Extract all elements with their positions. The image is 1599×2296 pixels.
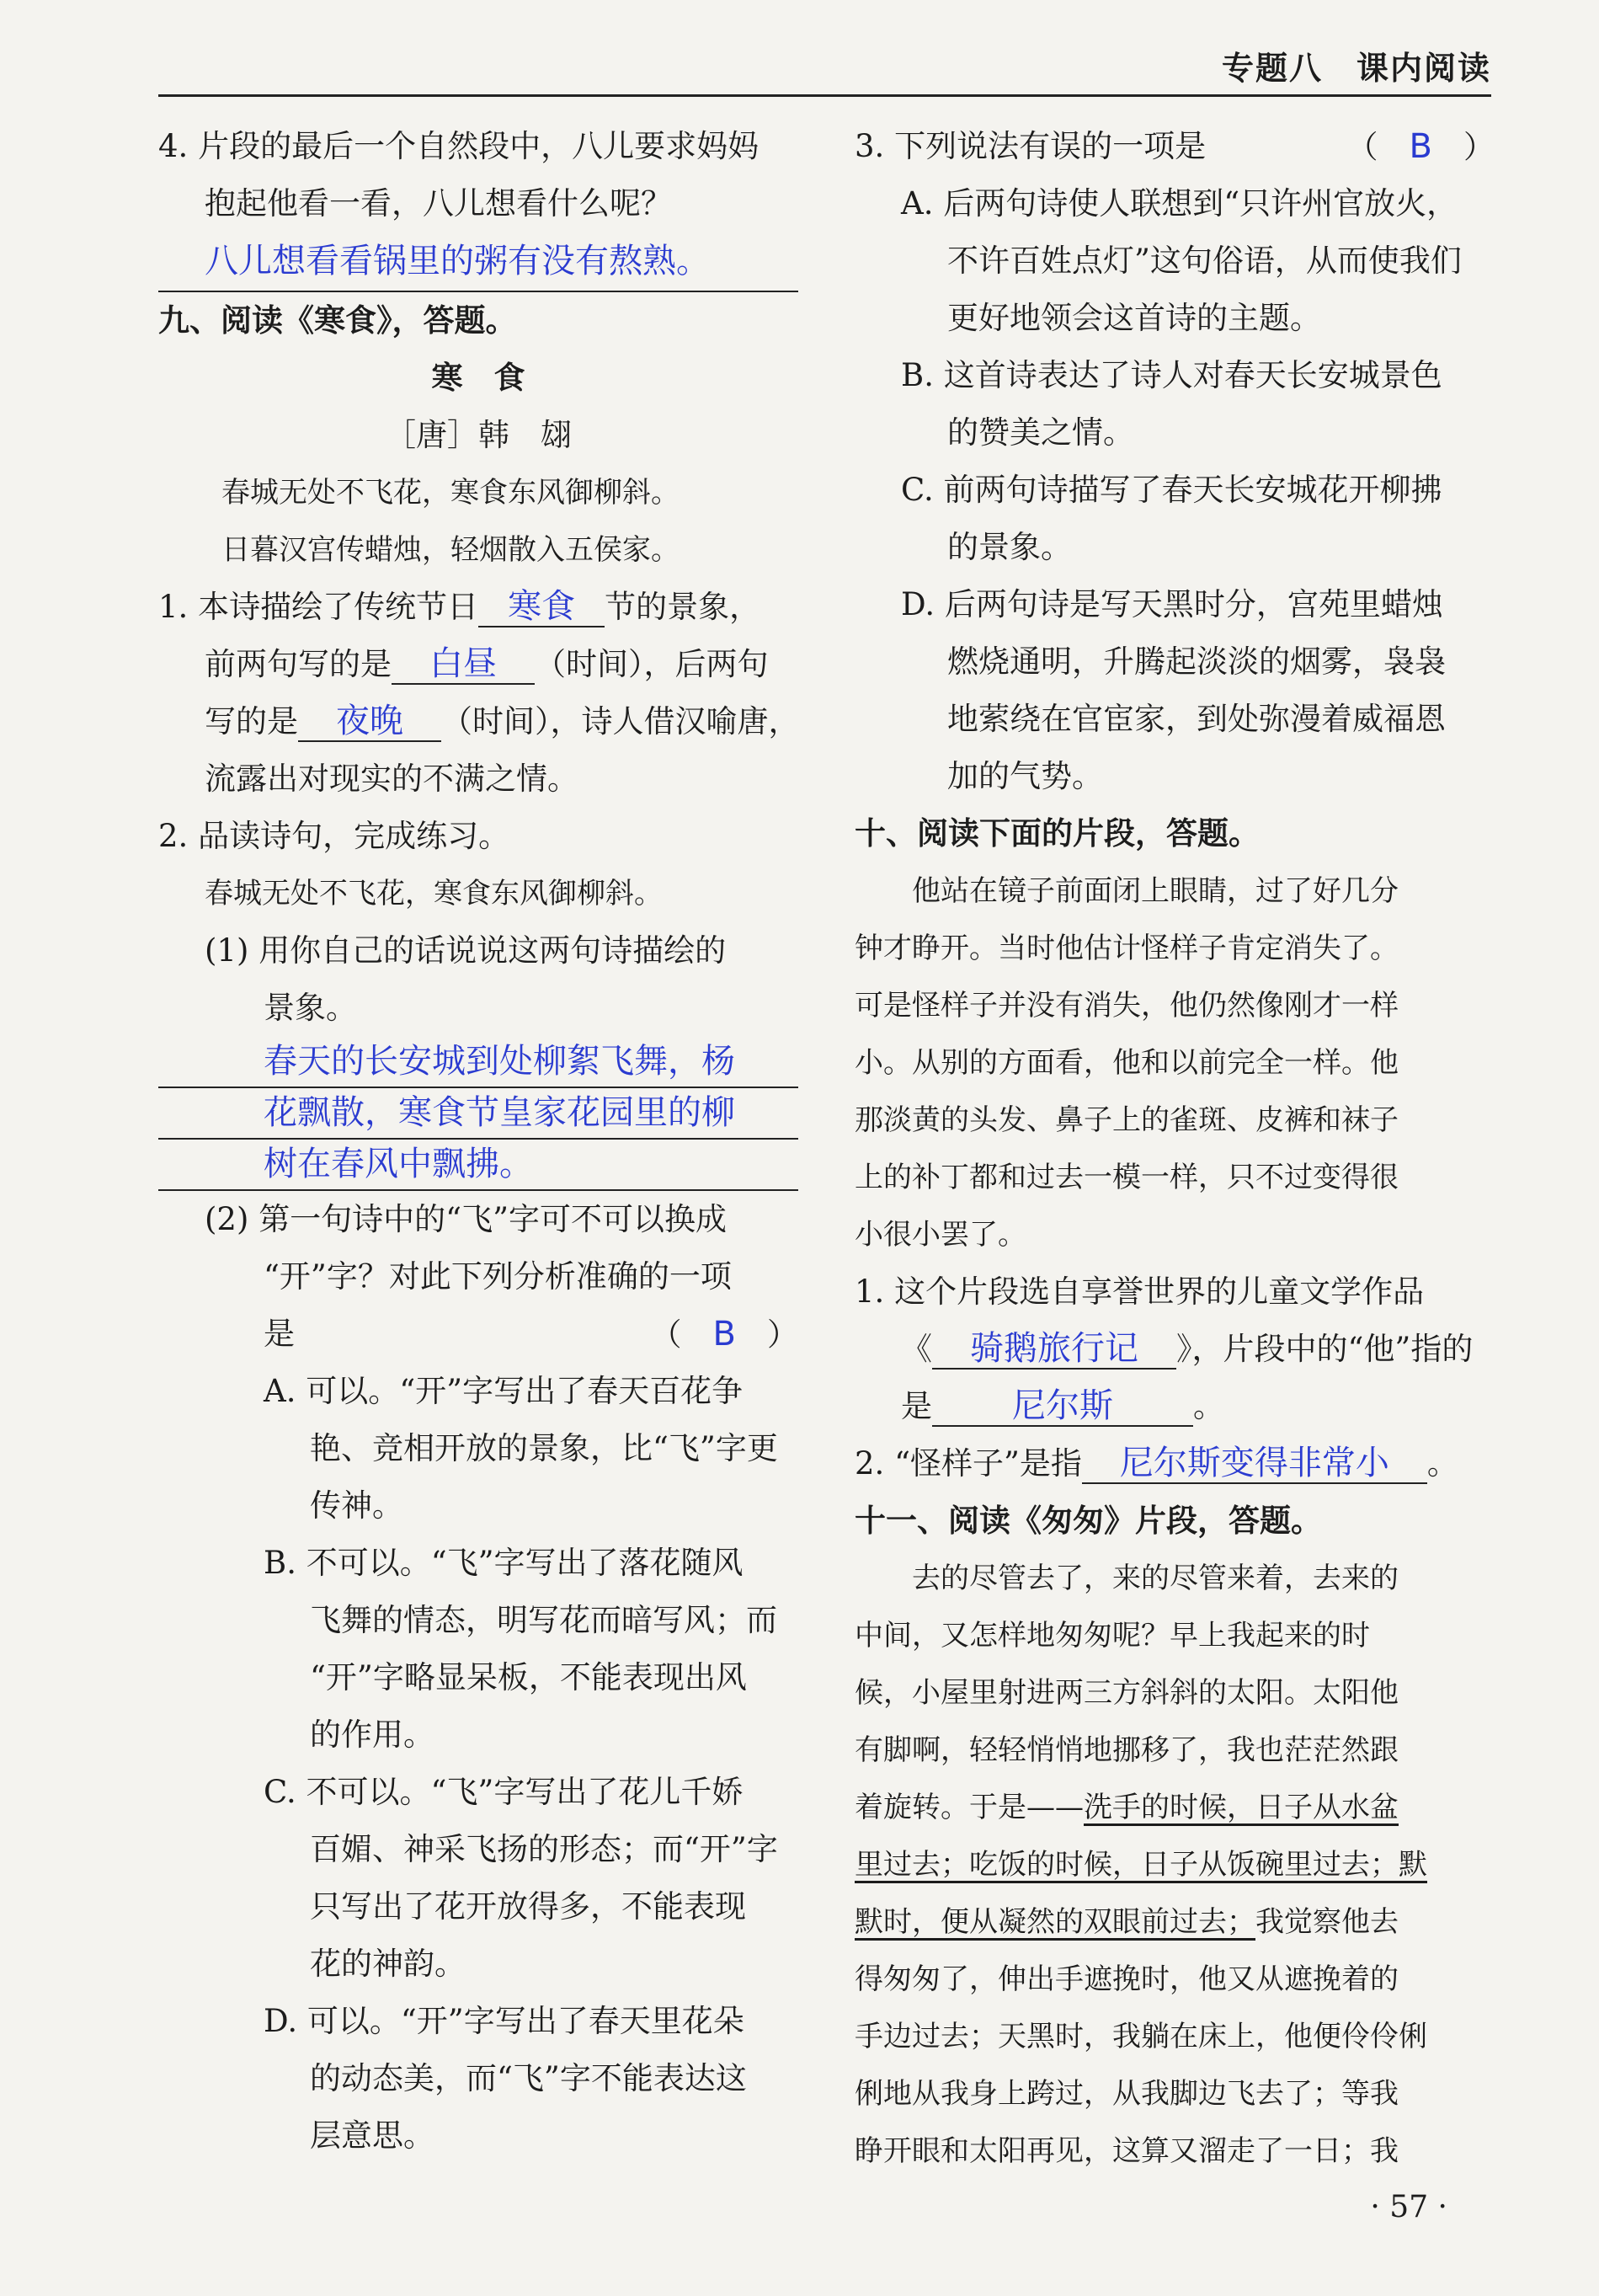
s10-q1-answer1: 骑鹅旅行记	[970, 1329, 1138, 1368]
header-rule	[158, 94, 1491, 97]
s10-q1-answer2: 尼尔斯	[1012, 1386, 1113, 1425]
option-text: 不可以。“飞”字写出了落花随风	[306, 1545, 744, 1581]
s9-q1-answer2: 白昼	[429, 644, 497, 683]
option-text: 百媚、神采飞扬的形态；而“开”字	[310, 1831, 778, 1867]
option-letter: D.	[901, 586, 945, 622]
sub1-answer-line3[interactable]	[158, 1140, 798, 1191]
s10-passage-line-6: 上的补丁都和过去一模一样，只不过变得很	[855, 1161, 1399, 1194]
q3-option-d-line2	[855, 633, 1495, 691]
q3-options	[855, 175, 1495, 805]
s10-q1-blank1[interactable]	[932, 1330, 1176, 1370]
sub2-option-a-line3	[158, 1477, 798, 1535]
s9-q1-text-e: 写的是	[205, 703, 298, 740]
s10-passage-line-4: 小。从别的方面看，他和以前完全一样。他	[855, 1046, 1399, 1080]
option-text: 这首诗表达了诗人对春天长安城景色	[943, 357, 1442, 393]
sub1-answer-line2[interactable]	[158, 1088, 798, 1140]
s9-q3-answer: B	[1409, 127, 1432, 166]
s10-passage	[855, 862, 1495, 1263]
s11-line8: 得匆匆了，伸出手遮挽时，他又从遮挽着的	[855, 1962, 1399, 1996]
s10-q2-blank[interactable]	[1082, 1444, 1427, 1484]
s10-q2-answer: 尼尔斯变得非常小	[1119, 1444, 1389, 1482]
s10-q1-line2	[855, 1321, 1495, 1378]
option-text: 后两句诗是写天黑时分，宫苑里蜡烛	[944, 586, 1443, 622]
option-letter: C.	[901, 472, 944, 508]
page-header: 专题八 课内阅读	[1221, 50, 1491, 87]
s9-q1-text-b: 节的景象，	[605, 589, 761, 625]
q3-option-a-line1	[855, 175, 1495, 232]
section9-heading: 九、阅读《寒食》，答题。	[158, 302, 517, 339]
option-text: 的作用。	[310, 1717, 434, 1753]
poem-title: 寒 食	[431, 360, 525, 396]
q3-option-b-line2	[855, 404, 1495, 462]
s10-q1-line1	[855, 1263, 1495, 1321]
s11-line7-b: 我觉察他去	[1255, 1905, 1399, 1939]
s9-q1-blank1[interactable]	[478, 588, 605, 627]
s9-q1-answer3: 夜晚	[336, 702, 403, 740]
s9-q1-line3	[158, 693, 798, 750]
q3-option-a-line3	[855, 290, 1495, 347]
option-text: 传神。	[310, 1487, 403, 1524]
s9-q2-line1	[158, 808, 798, 865]
q3-option-c-line2	[855, 519, 1495, 576]
option-text: 的赞美之情。	[947, 414, 1134, 451]
q3-option-d-line1	[855, 576, 1495, 633]
option-letter: A.	[264, 1373, 306, 1409]
s9-q1-text-a: 本诗描绘了传统节日	[198, 589, 479, 625]
sub1-answer-1: 春天的长安城到处柳絮飞舞，杨	[264, 1042, 735, 1081]
s9-q1-number: 1.	[158, 589, 189, 625]
sub1-text: 用你自己的话说说这两句诗描绘的	[259, 932, 727, 969]
s10-q2-number: 2.	[855, 1445, 885, 1482]
option-letter: C.	[264, 1774, 306, 1810]
sub2-option-a-line1	[158, 1363, 798, 1420]
s9-q2-number: 2.	[158, 818, 189, 854]
s9-q1-text-f: （时间），诗人借汉喻唐，	[441, 703, 800, 740]
s10-q1-close: 》，片段中的“他”指的	[1176, 1331, 1474, 1367]
s11-line11: 睁开眼和太阳再见，这算又溜走了一日；我	[855, 2134, 1399, 2168]
option-text: 前两句诗描写了春天长安城花开柳拂	[943, 472, 1442, 508]
sub2-option-c-line4	[158, 1936, 798, 1993]
s10-q1-open: 《	[901, 1331, 932, 1367]
s11-line5	[855, 1779, 1495, 1836]
s11-line5-a: 着旋转。于是——	[855, 1791, 1084, 1824]
q4-answer: 八儿想看看锅里的粥有没有熬熟。	[205, 242, 710, 280]
left-column	[158, 118, 798, 2165]
q3-option-d-line3	[855, 691, 1495, 748]
s9-q1-blank2[interactable]	[392, 645, 535, 685]
sub2-answer: B	[712, 1315, 736, 1354]
q4-number: 4.	[158, 128, 189, 164]
sub2-option-b-line4	[158, 1706, 798, 1764]
poem-line-1: 春城无处不飞花，寒食东风御柳斜。	[221, 476, 680, 510]
sub2-text-end: 是	[264, 1316, 295, 1352]
s9-q1-blank3[interactable]	[298, 702, 441, 742]
q4-line1	[158, 118, 798, 175]
option-letter: A.	[901, 185, 944, 222]
s11-line7	[855, 1893, 1495, 1951]
poem-line-2: 日暮汉宫传蜡烛，轻烟散入五侯家。	[221, 533, 680, 567]
option-text: “开”字略显呆板，不能表现出风	[310, 1659, 747, 1695]
s10-q2-line	[855, 1435, 1495, 1492]
option-text: 燃烧通明，升腾起淡淡的烟雾，袅袅	[947, 643, 1446, 680]
s11-line1: 去的尽管去了，来的尽管来着，去来的	[855, 1562, 1399, 1595]
s9-q3-stem: 下列说法有误的一项是	[894, 128, 1207, 164]
option-text: 更好地领会这首诗的主题。	[947, 300, 1321, 336]
s10-q1-line3	[855, 1378, 1495, 1435]
q3-option-a-line2	[855, 232, 1495, 290]
sub1-answer-line1[interactable]	[158, 1037, 798, 1088]
sub2-option-c-line3	[158, 1878, 798, 1936]
option-text: 可以。“开”字写出了春天里花朵	[306, 2003, 744, 2039]
option-text: 艳、竞相开放的景象，比“飞”字更	[310, 1430, 778, 1466]
s10-passage-line-5: 那淡黄的头发、鼻子上的雀斑、皮裤和袜子	[855, 1103, 1399, 1137]
s9-q1-line1	[158, 579, 798, 636]
sub1-number: (1)	[205, 932, 249, 969]
s11-line6-underlined: 里过去；吃饭的时候，日子从饭碗里过去；默	[855, 1848, 1427, 1882]
option-text: 花的神韵。	[310, 1946, 466, 1982]
sub2-option-c-line1	[158, 1764, 798, 1821]
option-letter: B.	[901, 357, 944, 393]
sub2-option-a-line2	[158, 1420, 798, 1477]
s11-line9: 手边过去；天黑时，我躺在床上，他便伶伶俐	[855, 2020, 1427, 2053]
s10-q1-blank2[interactable]	[932, 1387, 1193, 1427]
option-text: 的动态美，而“飞”字不能表达这	[310, 2060, 747, 2096]
sub2-option-c-line2	[158, 1821, 798, 1878]
q4-answer-line[interactable]	[158, 232, 798, 292]
s11-line3: 候，小屋里射进两三方斜斜的太阳。太阳他	[855, 1676, 1399, 1710]
sub2-option-b-line2	[158, 1592, 798, 1649]
option-text: 的景象。	[947, 529, 1072, 565]
s10-q1-text: 这个片段选自享誉世界的儿童文学作品	[894, 1273, 1425, 1310]
s11-line7-underlined: 默时，便从凝然的双眼前过去；	[855, 1905, 1255, 1939]
s10-q1-end: 。	[1193, 1388, 1224, 1424]
option-text: 不可以。“飞”字写出了花儿千娇	[306, 1774, 744, 1810]
s9-q1-answer1: 寒食	[508, 587, 576, 626]
sub1-answer-3: 树在春风中飘拂。	[264, 1145, 533, 1183]
s9-q2-intro: 品读诗句，完成练习。	[198, 818, 510, 854]
s11-line5-underlined: 洗手的时候，日子从水盆	[1084, 1791, 1399, 1824]
s9-q1-line2	[158, 636, 798, 693]
s11-line2: 中间，又怎样地匆匆呢？早上我起来的时	[855, 1619, 1370, 1653]
right-column	[855, 118, 1495, 2180]
s9-q3-answer-paren[interactable]: （ B ）	[1346, 127, 1495, 166]
option-text: 加的气势。	[947, 758, 1103, 794]
q4-text: 片段的最后一个自然段中，八儿要求妈妈	[198, 128, 760, 164]
option-text: 飞舞的情态，明写花而暗写风；而	[310, 1602, 777, 1638]
option-text: 只写出了花开放得多，不能表现	[310, 1888, 746, 1925]
option-letter: B.	[264, 1545, 306, 1581]
option-letter: D.	[264, 2003, 307, 2039]
sub2-option-d-line1	[158, 1993, 798, 2050]
s9-q2-sub2-line1	[158, 1191, 798, 1248]
s9-q3-number: 3.	[855, 128, 885, 164]
s9-q1-text-c: 前两句写的是	[205, 646, 392, 682]
option-text: 后两句诗使人联想到“只许州官放火，	[943, 185, 1458, 222]
option-text: 不许百姓点灯”这句俗语，从而使我们	[947, 243, 1462, 279]
s9-q2-sub2-line2: “开”字？对此下列分析准确的一项	[264, 1258, 732, 1295]
sub2-options	[158, 1363, 798, 2165]
s10-passage-line-3: 可是怪样子并没有消失，他仍然像刚才一样	[855, 989, 1399, 1023]
option-text: 地萦绕在官宦家，到处弥漫着威福恩	[947, 701, 1446, 737]
s9-q1-text-d: （时间），后两句	[535, 646, 769, 682]
s10-q2-end: 。	[1426, 1445, 1458, 1482]
sub2-option-b-line1	[158, 1535, 798, 1592]
sub2-answer-paren[interactable]: （ B ）	[650, 1315, 798, 1354]
sub2-option-b-line3	[158, 1649, 798, 1706]
q3-option-d-line4	[855, 748, 1495, 805]
s10-q1-number: 1.	[855, 1273, 885, 1310]
sub2-text: 第一句诗中的“飞”字可不可以换成	[259, 1201, 728, 1237]
page-number: · 57 ·	[1370, 2190, 1447, 2224]
option-text: 可以。“开”字写出了春天百花争	[306, 1373, 744, 1409]
section11-heading: 十一、阅读《匆匆》片段，答题。	[855, 1503, 1322, 1539]
sub2-option-d-line2	[158, 2050, 798, 2107]
s10-passage-line-7: 小很小罢了。	[855, 1218, 1026, 1252]
option-text: 层意思。	[310, 2117, 434, 2154]
s9-q1-line4: 流露出对现实的不满之情。	[205, 761, 578, 797]
poem-author: ［唐］韩 翃	[385, 417, 572, 453]
s11-line6	[855, 1836, 1495, 1893]
s10-passage-line-1: 他站在镜子前面闭上眼睛，过了好几分	[855, 874, 1399, 908]
q3-option-b-line1	[855, 347, 1495, 404]
sub2-number: (2)	[205, 1201, 249, 1237]
s9-q2-quote: 春城无处不飞花，寒食东风御柳斜。	[205, 877, 663, 910]
s11-line10: 俐地从我身上跨过，从我脚边飞去了；等我	[855, 2077, 1399, 2111]
section10-heading: 十、阅读下面的片段，答题。	[855, 815, 1260, 852]
sub2-option-d-line3	[158, 2107, 798, 2165]
sub1-answer-2: 花飘散，寒食节皇家花园里的柳	[264, 1093, 735, 1132]
q3-option-c-line1	[855, 462, 1495, 519]
s10-q1-text-c: 是	[901, 1388, 932, 1424]
q4-line2: 抱起他看一看，八儿想看什么呢？	[205, 185, 672, 222]
s10-q2-text: “怪样子”是指	[894, 1445, 1082, 1482]
s10-passage-line-2: 钟才睁开。当时他估计怪样子肯定消失了。	[855, 932, 1399, 965]
s9-q2-sub2-line3	[158, 1306, 798, 1363]
s9-q3-line1	[855, 118, 1495, 175]
s9-q2-sub1-line2: 景象。	[264, 990, 357, 1026]
s11-line4: 有脚啊，轻轻悄悄地挪移了，我也茫茫然跟	[855, 1733, 1399, 1767]
s9-q2-sub1-line1	[158, 922, 798, 980]
